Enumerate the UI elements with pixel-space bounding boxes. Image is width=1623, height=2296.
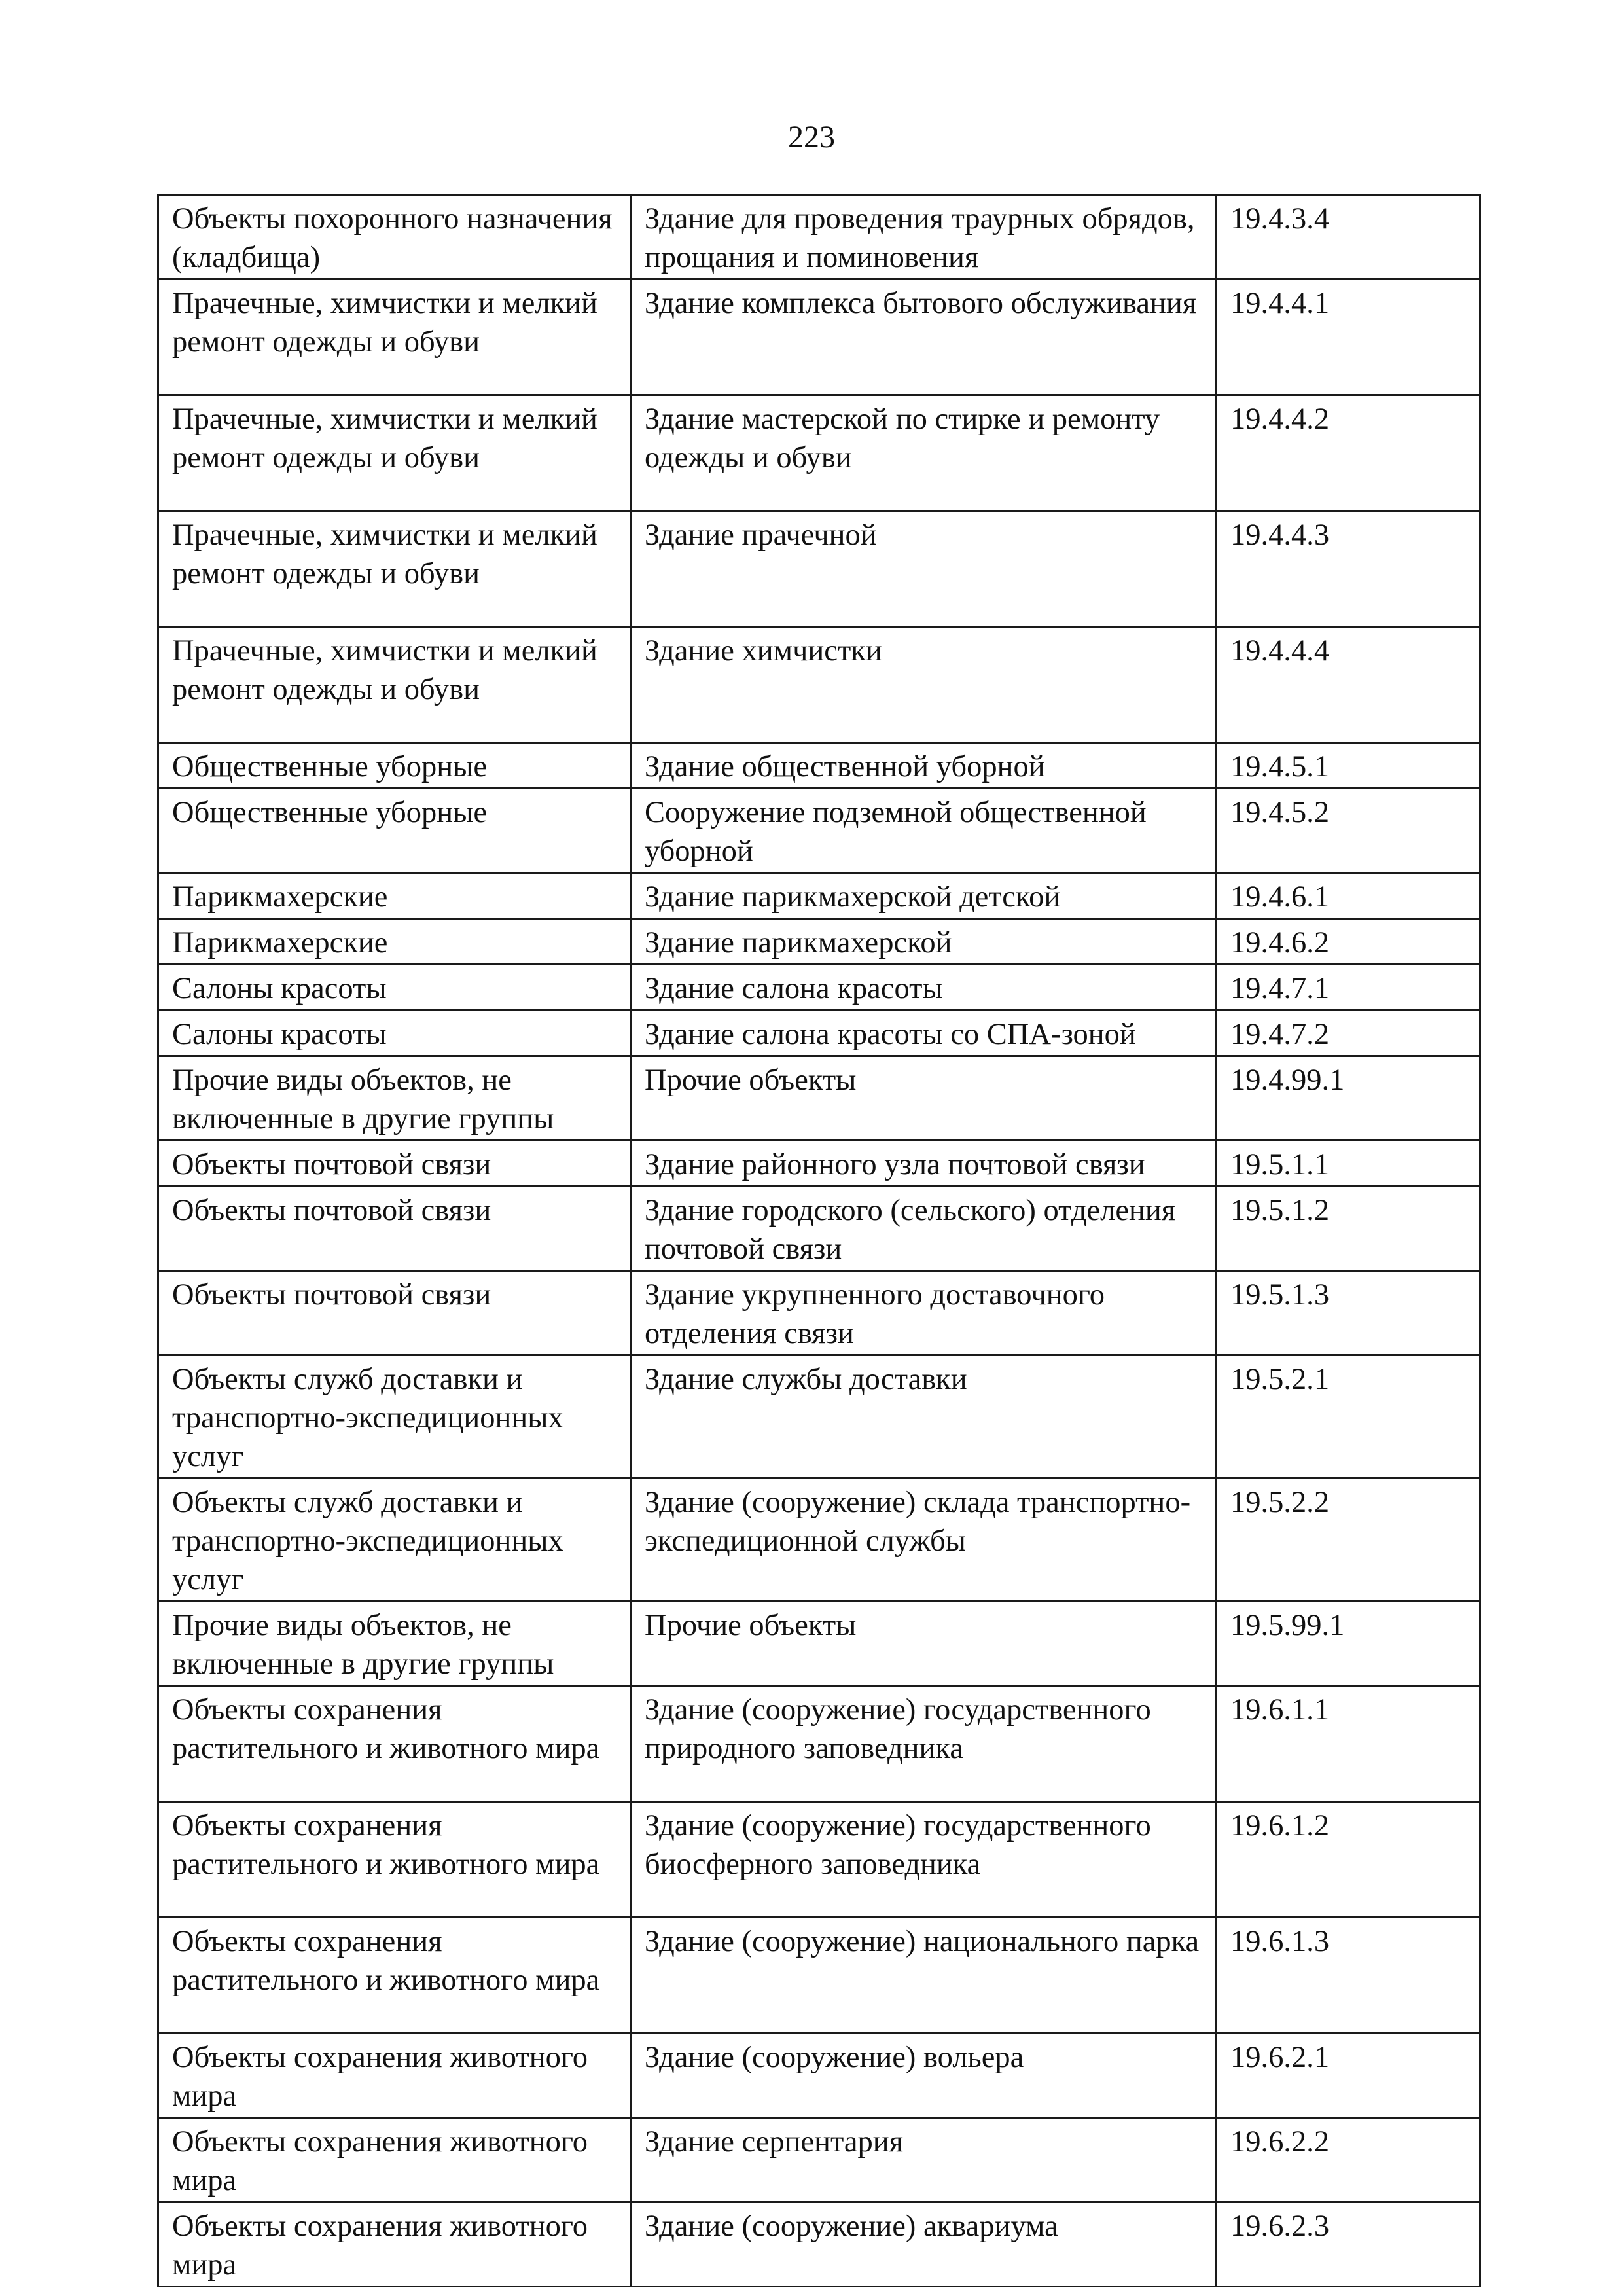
object-type-cell: Прачечные, химчистки и мелкий ремонт одежды и обуви xyxy=(158,511,631,627)
table-row xyxy=(158,1918,1480,2034)
object-name-cell: Здание (сооружение) вольера xyxy=(631,2034,1217,2118)
table-row xyxy=(158,1686,1480,1802)
object-name-cell: Здание городского (сельского) отделения почтовой связи xyxy=(631,1187,1217,1271)
object-type-cell: Общественные уборные xyxy=(158,743,631,789)
code-cell: 19.4.7.1 xyxy=(1217,965,1480,1011)
object-type-cell: Объекты почтовой связи xyxy=(158,1141,631,1187)
object-name-cell: Сооружение подземной общественной уборной xyxy=(631,789,1217,873)
object-name-cell: Прочие объекты xyxy=(631,1602,1217,1686)
table-row xyxy=(158,195,1480,279)
code-cell: 19.4.5.1 xyxy=(1217,743,1480,789)
object-name-cell: Здание (сооружение) государственного природного заповедника xyxy=(631,1686,1217,1802)
object-type-cell: Объекты сохранения растительного и животного мира xyxy=(158,1802,631,1918)
table-row xyxy=(158,1011,1480,1056)
code-cell: 19.4.7.2 xyxy=(1217,1011,1480,1056)
code-cell: 19.4.4.2 xyxy=(1217,395,1480,511)
object-type-cell: Объекты служб доставки и транспортно-экспедиционных услуг xyxy=(158,1479,631,1602)
object-name-cell: Здание общественной уборной xyxy=(631,743,1217,789)
object-type-cell: Салоны красоты xyxy=(158,965,631,1011)
object-type-cell: Объекты почтовой связи xyxy=(158,1187,631,1271)
code-cell: 19.4.4.3 xyxy=(1217,511,1480,627)
code-cell: 19.4.4.1 xyxy=(1217,279,1480,395)
code-cell: 19.5.2.2 xyxy=(1217,1479,1480,1602)
object-name-cell: Здание химчистки xyxy=(631,627,1217,743)
code-cell: 19.6.1.2 xyxy=(1217,1802,1480,1918)
code-cell: 19.6.1.3 xyxy=(1217,1918,1480,2034)
table-row xyxy=(158,919,1480,965)
code-cell: 19.5.1.2 xyxy=(1217,1187,1480,1271)
table-row xyxy=(158,1355,1480,1479)
object-name-cell: Здание укрупненного доставочного отделения связи xyxy=(631,1271,1217,1355)
code-cell: 19.5.1.3 xyxy=(1217,1271,1480,1355)
object-name-cell: Здание (сооружение) государственного биосферного заповедника xyxy=(631,1802,1217,1918)
object-type-cell: Объекты сохранения животного мира xyxy=(158,2118,631,2202)
table-row xyxy=(158,1479,1480,1602)
object-type-cell: Объекты сохранения животного мира xyxy=(158,2034,631,2118)
code-cell: 19.4.6.2 xyxy=(1217,919,1480,965)
table-row xyxy=(158,873,1480,919)
code-cell: 19.6.2.1 xyxy=(1217,2034,1480,2118)
table-row xyxy=(158,2118,1480,2202)
object-name-cell: Здание парикмахерской детской xyxy=(631,873,1217,919)
object-name-cell: Здание районного узла почтовой связи xyxy=(631,1141,1217,1187)
object-name-cell: Здание салона красоты со СПА-зоной xyxy=(631,1011,1217,1056)
table-row xyxy=(158,743,1480,789)
code-cell: 19.4.99.1 xyxy=(1217,1056,1480,1141)
table-row xyxy=(158,627,1480,743)
object-type-cell: Объекты служб доставки и транспортно-экспедиционных услуг xyxy=(158,1355,631,1479)
object-type-cell: Прочие виды объектов, не включенные в другие группы xyxy=(158,1602,631,1686)
object-type-cell: Прачечные, химчистки и мелкий ремонт одежды и обуви xyxy=(158,279,631,395)
object-type-cell: Прочие виды объектов, не включенные в другие группы xyxy=(158,1056,631,1141)
table-row xyxy=(158,279,1480,395)
object-type-cell: Общественные уборные xyxy=(158,789,631,873)
object-name-cell: Здание (сооружение) аквариума xyxy=(631,2202,1217,2287)
code-cell: 19.5.99.1 xyxy=(1217,1602,1480,1686)
object-name-cell: Прочие объекты xyxy=(631,1056,1217,1141)
table-row xyxy=(158,1187,1480,1271)
object-type-cell: Парикмахерские xyxy=(158,919,631,965)
table-row xyxy=(158,1802,1480,1918)
code-cell: 19.5.1.1 xyxy=(1217,1141,1480,1187)
table-row xyxy=(158,789,1480,873)
registry-table xyxy=(157,194,1481,2287)
object-type-cell: Объекты сохранения растительного и животного мира xyxy=(158,1918,631,2034)
object-name-cell: Здание комплекса бытового обслуживания xyxy=(631,279,1217,395)
object-name-cell: Здание салона красоты xyxy=(631,965,1217,1011)
table-row xyxy=(158,1141,1480,1187)
table-row xyxy=(158,1056,1480,1141)
object-type-cell: Объекты сохранения растительного и животного мира xyxy=(158,1686,631,1802)
code-cell: 19.4.5.2 xyxy=(1217,789,1480,873)
object-type-cell: Объекты похоронного назначения (кладбища) xyxy=(158,195,631,279)
object-name-cell: Здание (сооружение) национального парка xyxy=(631,1918,1217,2034)
object-name-cell: Здание мастерской по стирке и ремонту одежды и обуви xyxy=(631,395,1217,511)
object-name-cell: Здание парикмахерской xyxy=(631,919,1217,965)
code-cell: 19.6.1.1 xyxy=(1217,1686,1480,1802)
code-cell: 19.5.2.1 xyxy=(1217,1355,1480,1479)
code-cell: 19.4.4.4 xyxy=(1217,627,1480,743)
code-cell: 19.4.6.1 xyxy=(1217,873,1480,919)
object-name-cell: Здание серпентария xyxy=(631,2118,1217,2202)
object-type-cell: Объекты сохранения животного мира xyxy=(158,2202,631,2287)
registry-table-body xyxy=(158,195,1480,2287)
table-row xyxy=(158,395,1480,511)
code-cell: 19.6.2.3 xyxy=(1217,2202,1480,2287)
table-row xyxy=(158,2034,1480,2118)
object-name-cell: Здание прачечной xyxy=(631,511,1217,627)
code-cell: 19.6.2.2 xyxy=(1217,2118,1480,2202)
table-row xyxy=(158,511,1480,627)
object-name-cell: Здание для проведения траурных обрядов, прощания и поминовения xyxy=(631,195,1217,279)
object-type-cell: Прачечные, химчистки и мелкий ремонт одежды и обуви xyxy=(158,627,631,743)
object-name-cell: Здание (сооружение) склада транспортно-экспедиционной службы xyxy=(631,1479,1217,1602)
object-name-cell: Здание службы доставки xyxy=(631,1355,1217,1479)
code-cell: 19.4.3.4 xyxy=(1217,195,1480,279)
page-number: 223 xyxy=(788,120,835,154)
table-row xyxy=(158,2202,1480,2287)
table-row xyxy=(158,1271,1480,1355)
object-type-cell: Объекты почтовой связи xyxy=(158,1271,631,1355)
object-type-cell: Салоны красоты xyxy=(158,1011,631,1056)
table-row xyxy=(158,1602,1480,1686)
object-type-cell: Парикмахерские xyxy=(158,873,631,919)
object-type-cell: Прачечные, химчистки и мелкий ремонт одежды и обуви xyxy=(158,395,631,511)
table-row xyxy=(158,965,1480,1011)
